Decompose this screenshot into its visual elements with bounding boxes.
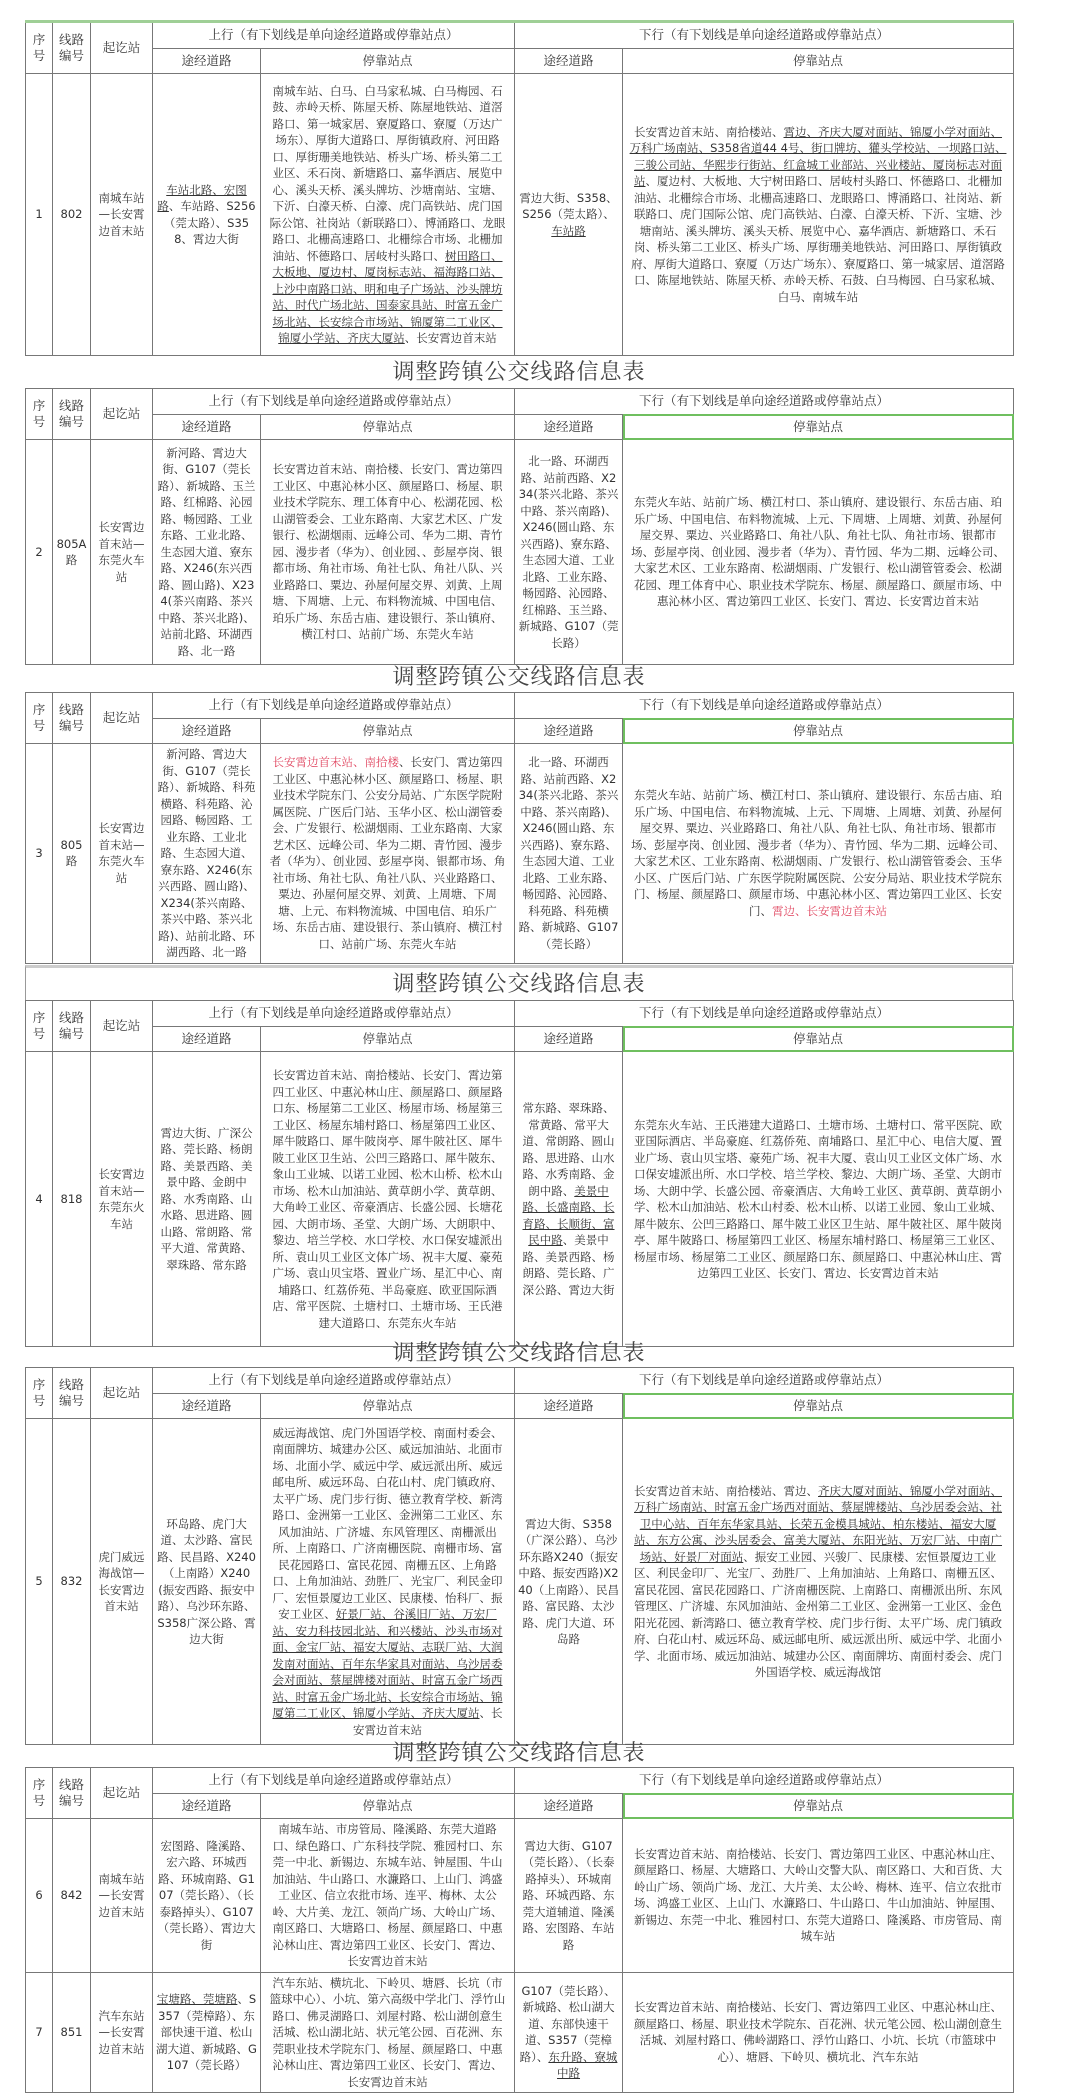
one-way-stops: 齐庆大厦对面站、锦厦小学对面站、万科广场南站、时富五金广场西对面站、蔡屋牌楼站、乌沙居委会站、社卫中心站、百年东华家具站、长荣五金模具城站、柏东楼站、福安大厦站、东方公寓、沙头居委会、富美大厦站、东阳光站、万宏厂站、中南广场站、好景厂对面站: [634, 1483, 1003, 1564]
up-stops-cell: 汽车东站、横坑北、下岭贝、塘唇、长坑（市篮球中心）、小坑、第六高级中学北门、浮竹山路口、佛灵湖路口、刘屋村路、松山湖创意生活城、松山湖北站、状元笔公园、百花洲、东莞职业技术学院东门、杨屋、颜屋路口、中惠沁林山庄、霄边第四工业区、长安门、霄边、长安霄边首末站: [261, 1972, 515, 2093]
header-down-roads: 途经道路: [515, 1393, 623, 1419]
header-terminals: 起讫站: [91, 22, 153, 74]
header-up-stops: 停靠站点: [261, 1393, 515, 1419]
header-down-stops: 停靠站点: [623, 1026, 1014, 1052]
header-seq: 序号: [26, 22, 53, 74]
line-no-cell: 802: [53, 74, 91, 356]
header-up-stops: 停靠站点: [261, 414, 515, 440]
down-stops-cell: 长安霄边首末站、南拾楼站、长安门、霄边第四工业区、中惠沁林山庄、颜屋路口、杨屋、职业技术学院东、百花洲、状元笔公园、松山湖创意生活城、刘屋村路口、佛岭湖路口、浮竹山路口、小坑、长坑（市篮球中心）、塘唇、下岭贝、横坑北、汽车东站: [623, 1972, 1014, 2093]
table-row: [26, 1052, 1014, 1347]
table-row: [26, 1419, 1014, 1745]
table-row: [26, 440, 1014, 665]
up-stops-cell: 威远海战馆、虎门外国语学校、南面村委会、南面牌坊、城建办公区、威远加油站、北面市场、北面小学、威远中学、威远派出所、威远邮电所、威远环岛、白花山村、虎门镇政府、太平广场、虎门步行街、德立教育学校、新湾路口、金洲第一工业区、金洲第二工业区、东风加油站、广济墟、东风管理区、南栅派出所、上南路口、广济南栅医院、南栅市场、富民花园路口、富民花园、南栅五区、上角路口、上角加油站、劲胜厂、光宝厂、利民金印厂、宏恒景厦边工业区、民康楼、怡科厂、振安工业区、好景厂站、谷溪旧厂站、万宏厂站、安力科技园北站、和兴楼站、沙头市场对面、金宝厂站、福安大厦站、志联厂站、大润发南对面站、百年东华家具对面站、乌沙居委会对面站、蔡屋牌楼对面站、时富五金广场西站、时富五金广场北站、长安综合市场站、锦厦第二工业区、锦厦小学站、齐庆大厦站、长安霄边首末站: [261, 1419, 515, 1745]
header-line-no: 线路编号: [53, 693, 91, 744]
header-up-roads: 途经道路: [153, 1393, 261, 1419]
down-roads-cell: 常东路、翠珠路、常黄路、常平大道、常朗路、圆山路、思进路、山水路、水秀南路、金朗中路、美景中路、长盛南路、长育路、长顺街、富民中路、美景中路、美景西路、杨朗路、莞长路、广深公路、霄边大街: [515, 1052, 623, 1347]
header-up-roads: 途经道路: [153, 718, 261, 744]
header-down-stops: 停靠站点: [623, 414, 1014, 440]
header-down: 下行（有下划线是单向途经道路或停靠站点）: [515, 693, 1014, 719]
down-stops-cell: 长安霄边首末站、南拾楼站、霄边、齐庆大厦对面站、锦厦小学对面站、万科广场南站、S358省道44 4号、街口牌坊、獾头学校站、一坝路口站、三骏公司站、华熙步行街站、红盒城工业部站、兴业楼站、厦岗标志对面站、厦边村、大板地、大宁树田路口、居岐村头路口、怀德路口、北栅加油站、北栅综合市场、北栅高速路口、龙眼路口、博涌路口、社岗站、新联路口、虎门国际公馆、虎门高铁站、白濠、白濠天桥、下沂、宝塘、沙塘南站、溪头牌坊、溪头天桥、展览中心、嘉华酒店、新塘路口、禾石岗、桥头第二工业区、桥头广场、厚街珊美地铁站、河田路口、厚街镇政府、厚街大道路口、寮厦（万达广场东）、寮厦路口、第一城家居、道滘路口、陈屋地铁站、陈屋天桥、赤岭天桥、石鼓、白马梅园、白马家私城、白马、南城车站: [623, 74, 1014, 356]
header-down-roads: 途经道路: [515, 414, 623, 440]
one-way-stops: 好景厂站、谷溪旧厂站、万宏厂站、安力科技园北站、和兴楼站、沙头市场对面、金宝厂站、福安大厦站、志联厂站、大润发南对面站、百年东华家具对面站、乌沙居委会对面站、蔡屋牌楼对面站、时富五金广场西站、时富五金广场北站、长安综合市场站、锦厦第二工业区、锦厦小学站、齐庆大厦站: [272, 1607, 503, 1721]
down-roads-cell: 霄边大街、S358、S256（莞太路）、车站路: [515, 74, 623, 356]
seq-cell: 1: [26, 74, 53, 356]
header-down-roads: 途经道路: [515, 48, 623, 74]
header-down: 下行（有下划线是单向途经道路或停靠站点）: [515, 22, 1014, 49]
header-terminals: 起讫站: [91, 693, 153, 744]
up-roads-cell: 新河路、霄边大街、G107（莞长路）、新城路、科苑横路、科苑路、沁园路、畅园路、工业东路、工业北路、生态园大道、寮东路、X246(东兴西路、圆山路)、X234(茶兴南路、茶兴中路、茶兴北路)、站前北路、环湖西路、北一路: [153, 744, 261, 964]
one-way-stops: 树田路口、大板地、厦边村、厦岗标志站、福海路口站、上沙中南路口站、明和电子广场站、沙头牌坊站、时代广场北站、国泰家具站、时富五金广场北站、长安综合市场站、锦厦第二工业区、锦厦小学站、齐庆大厦站: [272, 248, 503, 345]
up-roads-cell: 霄边大街、广深公路、莞长路、杨朗路、美景西路、美景中路、金朗中路、水秀南路、山水路、思进路、圆山路、常朗路、常平大道、常黄路、翠珠路、常东路: [153, 1052, 261, 1347]
header-seq: 序号: [26, 1001, 53, 1052]
one-way-road: 宝塘路、莞塘路: [156, 1992, 238, 2006]
header-down-roads: 途经道路: [515, 1793, 623, 1819]
seq-cell: 5: [26, 1419, 53, 1745]
header-up-roads: 途经道路: [153, 1026, 261, 1052]
header-line-no: 线路编号: [53, 22, 91, 74]
up-stops-cell: 长安霄边首末站、南拾楼站、长安门、霄边第四工业区、中惠沁林山庄、颜屋路口、颜屋路口东、杨屋第二工业区、杨屋市场、杨屋第三工业区、杨屋东埔村路口、杨屋第四工业区、犀牛陂路口、犀牛陂岗亭、犀牛陂社区、犀牛陂工业区卫生站、公凹三路路口、犀牛陂东、象山工业城、以诺工业园、松木山桥、松木山市场、松木山加油站、黄草朗小学、黄草朗、大角岭工业区、帝豪酒店、长盛公园、长塘花园、大朗市场、圣堂、大朗广场、大朗职中、黎边、培兰学校、水口学校、水口保安墟派出所、袁山贝工业区文体广场、祝丰大厦、豪苑广场、袁山贝宝塔、置业广场、星汇中心、南埔路口、红荔侨苑、半岛豪庭、欧亚国际酒店、常平医院、土塘村口、土塘市场、王氏港建大道路口、东莞东火车站: [261, 1052, 515, 1347]
header-up-roads: 途经道路: [153, 1793, 261, 1819]
seq-cell: 3: [26, 744, 53, 964]
header-up: 上行（有下划线是单向途经道路或停靠站点）: [153, 389, 515, 415]
down-stops-cell: 长安霄边首末站、南拾楼站、霄边、齐庆大厦对面站、锦厦小学对面站、万科广场南站、时富五金广场西对面站、蔡屋牌楼站、乌沙居委会站、社卫中心站、百年东华家具站、长荣五金模具城站、柏东楼站、福安大厦站、东方公寓、沙头居委会、富美大厦站、东阳光站、万宏厂站、中南广场站、好景厂对面站、振安工业园、兴骏厂、民康楼、宏恒景厦边工业区、利民金印厂、光宝厂、劲胜厂、上角加油站、上角路口、南栅五区、富民花园、富民花园路口、广济南栅医院、上南路口、南栅派出所、东风管理区、广济墟、东风加油站、金州第二工业区、金洲第一工业区、金色阳光花园、新湾路口、德立教育学校、虎门步行街、太平广场、虎门镇政府、白花山村、威远环岛、威远邮电所、威远派出所、威远中学、北面小学、北面市场、威远加油站、城建办公区、南面牌坊、南面村委会、虎门外国语学校、威远海战馆: [623, 1419, 1014, 1745]
header-down: 下行（有下划线是单向途经道路或停靠站点）: [515, 1768, 1014, 1794]
route-table-2: [25, 388, 1013, 665]
down-stops-cell: 东莞东火车站、王氏港建大道路口、土塘市场、土塘村口、常平医院、欧亚国际酒店、半岛豪庭、红荔侨苑、南埔路口、星汇中心、电信大厦、置业广场、袁山贝宝塔、豪苑广场、祝丰大厦、袁山贝工业区文体广场、水口保安墟派出所、水口学校、培兰学校、黎边、大朗广场、圣堂、大朗市场、大朗中学、长盛公园、帝豪酒店、大角岭工业区、黄草朗、黄草朗小学、松木山加油站、松木山村委、松木山桥、以诺工业园、象山工业城、犀牛陂东、公凹三路路口、犀牛陂工业区卫生站、犀牛陂社区、犀牛陂岗亭、犀牛陂路口、杨屋第四工业区、杨屋东埔村路口、杨屋第三工业区、杨屋市场、杨屋第二工业区、颜屋路口东、颜屋路口、中惠沁林山庄、霄边第四工业区、长安门、霄边、长安霄边首末站: [623, 1052, 1014, 1347]
header-up: 上行（有下划线是单向途经道路或停靠站点）: [153, 1368, 515, 1394]
down-roads-cell: 北一路、环湖西路、站前西路、X234(茶兴北路、茶兴中路、茶兴南路)、X246(圆山路、东兴西路)、寮东路、生态园大道、工业北路、工业东路、畅园路、沁园路、红棉路、玉兰路、新城路、G107（莞长路）: [515, 440, 623, 665]
route-table-5: [25, 1367, 1013, 1745]
header-up-stops: 停靠站点: [261, 1026, 515, 1052]
header-down-roads: 途经道路: [515, 718, 623, 744]
terminals-cell: 南城车站—长安霄边首末站: [91, 74, 153, 356]
terminals-cell: 虎门威远海战馆—长安霄边首末站: [91, 1419, 153, 1745]
header-line-no: 线路编号: [53, 1368, 91, 1419]
route-table-3: [25, 692, 1013, 964]
table-row: [26, 74, 1014, 356]
table-title: 调整跨镇公交线路信息表: [392, 1341, 646, 1366]
header-seq: 序号: [26, 1768, 53, 1819]
header-seq: 序号: [26, 693, 53, 744]
line-no-cell: 818: [53, 1052, 91, 1347]
header-seq: 序号: [26, 1368, 53, 1419]
down-stops-cell: 东莞火车站、站前广场、横江村口、茶山镇府、建设银行、东岳古庙、珀乐广场、中国电信、布料物流城、上元、下周塘、上周塘、刘黄、孙屋何屋交界、粟边、兴业路路口、角社八队、角社七队、角社市场、银都市场、彭屋亭岗、创业园、漫步者（华为）、青竹园、华为二期、远峰公司、大家艺术区、工业东路南、松湖烟雨、广发银行、松山湖管管委会、玉华小区、广医后门站、广东医学院附属医院、公安分局站、职业技术学院东门、杨屋、颜屋路口、颜屋市场、中惠沁林小区、霄边第四工业区、长安门、霄边、长安霄边首末站: [623, 744, 1014, 964]
header-terminals: 起讫站: [91, 1768, 153, 1819]
header-up: 上行（有下划线是单向途经道路或停靠站点）: [153, 1001, 515, 1027]
seq-cell: 6: [26, 1819, 53, 1973]
up-roads-cell: 车站北路、宏图路、车站路、S256（莞太路）、S358、霄边大街: [153, 74, 261, 356]
terminals-cell: 长安霄边首末站—东莞火车站: [91, 440, 153, 665]
header-terminals: 起讫站: [91, 1368, 153, 1419]
terminals-cell: 南城车站—长安霄边首末站: [91, 1819, 153, 1973]
header-up-stops: 停靠站点: [261, 718, 515, 744]
up-stops-cell: 南城车站、白马、白马家私城、白马梅园、石鼓、赤岭天桥、陈屋天桥、陈屋地铁站、道滘路口、第一城家居、寮厦路口、寮厦（万达广场东）、厚街大道路口、厚街镇政府、河田路口、厚街珊美地铁站、桥头广场、桥头第二工业区、禾石岗、新塘路口、嘉华酒店、展览中心、溪头天桥、溪头牌坊、沙塘南站、宝塘、下沂、白濠天桥、白濠、虎门高铁站、虎门国际公馆、社岗站（新联路口）、博涌路口、龙眼路口、北栅高速路口、北栅综合市场、北栅加油站、怀德路口、居岐村头路口、树田路口、大板地、厦边村、厦岗标志站、福海路口站、上沙中南路口站、明和电子广场站、沙头牌坊站、时代广场北站、国泰家具站、时富五金广场北站、长安综合市场站、锦厦第二工业区、锦厦小学站、齐庆大厦站、长安霄边首末站: [261, 74, 515, 356]
line-no-cell: 805A路: [53, 440, 91, 665]
changed-stops: 长安霄边首末站、南拾楼: [272, 755, 399, 770]
header-terminals: 起讫站: [91, 389, 153, 440]
one-way-road: 美景中路、长盛南路、长育路、长顺街、富民中路: [522, 1183, 615, 1247]
table-title: 调整跨镇公交线路信息表: [25, 965, 1013, 1001]
header-up-stops: 停靠站点: [261, 1793, 515, 1819]
down-roads-cell: 霄边大街、G107（莞长路）、（长泰路掉头）、环城南路、环城西路、东莞大道辅道、隆溪路、宏图路、车站路: [515, 1819, 623, 1973]
header-line-no: 线路编号: [53, 389, 91, 440]
header-down: 下行（有下划线是单向途经道路或停靠站点）: [515, 389, 1014, 415]
up-roads-cell: 宝塘路、莞塘路、S357（莞樟路）、东部快速干道、松山湖大道、新城路、G107（莞长路）: [153, 1972, 261, 2093]
route-table-6: [25, 1767, 1013, 2093]
header-line-no: 线路编号: [53, 1768, 91, 1819]
seq-cell: 2: [26, 440, 53, 665]
up-roads-cell: 环岛路、虎门大道、太沙路、富民路、民昌路、X240（上南路）X240(振安西路、振安中路）、乌沙环东路、S358广深公路、霄边大街: [153, 1419, 261, 1745]
up-stops-cell: 南城车站、市房管局、隆溪路、东莞大道路口、绿色路口、广东科技学院、雅园村口、东莞一中北、新锡边、东城车站、钟屋围、牛山加油站、牛山路口、水濂路口、上山门、鸿盛工业区、信立农批市场、连平、梅林、太公岭、大片美、龙江、领尚广场、大岭山广场、南区路口、大塘路口、杨屋、颜屋路口、中惠沁林山庄、霄边第四工业区、长安门、霄边、长安霄边首末站: [261, 1819, 515, 1973]
down-roads-cell: 霄边大街、S358（广深公路）、乌沙环东路X240（振安中路、振安西路)X240（上南路）、民昌路、富民路、太沙路、虎门大道、环岛路: [515, 1419, 623, 1745]
table-title: 调整跨镇公交线路信息表: [392, 665, 646, 690]
up-stops-cell: 长安霄边首末站、南拾楼、长安门、霄边第四工业区、中惠沁林小区、颜屋路口、杨屋、职业技术学院东门、公安分局站、广东医学院附属医院、广医后门站、玉华小区、松山湖管委会、广发银行、松湖烟雨、工业东路南、大家艺术区、远峰公司、华为二期、青竹园、漫步者（华为）、创业园、彭屋亭岗、银都市场、角社市场、角社七队、角社八队、兴业路路口、粟边、孙屋何屋交界、刘黄、上周塘、下周塘、上元、布料物流城、中国电信、珀乐广场、东岳古庙、建设银行、茶山镇府、横江村口、站前广场、东莞火车站: [261, 744, 515, 964]
one-way-road: 车站北路、宏图路: [157, 182, 247, 213]
header-up-roads: 途经道路: [153, 414, 261, 440]
down-roads-cell: 北一路、环湖西路、站前西路、X234(茶兴北路、茶兴中路、茶兴南路)、X246(圆山路、东兴西路)、寮东路、生态园大道、工业北路、工业东路、畅园路、沁园路、科苑路、科苑横路、新城路、G107（莞长路）: [515, 744, 623, 964]
up-roads-cell: 宏图路、隆溪路、宏六路、环城西路、环城南路、G107（莞长路）、（长泰路掉头）、G107（莞长路）、霄边大街: [153, 1819, 261, 1973]
header-down-stops: 停靠站点: [623, 48, 1014, 74]
header-line-no: 线路编号: [53, 1001, 91, 1052]
header-up: 上行（有下划线是单向途经道路或停靠站点）: [153, 1768, 515, 1794]
terminals-cell: 汽车东站—长安霄边首末站: [91, 1972, 153, 2093]
down-roads-cell: G107（莞长路）、新城路、松山湖大道、东部快速干道、S357（莞樟路）、东升路、寮城中路: [515, 1972, 623, 2093]
up-roads-cell: 新河路、霄边大街、G107（莞长路）、新城路、玉兰路、红棉路、沁园路、畅园路、工业东路、工业北路、生态园大道、寮东路、X246(东兴西路、圆山路)、X234(茶兴南路、茶兴中路、茶兴北路)、站前北路、环湖西路、北一路: [153, 440, 261, 665]
seq-cell: 4: [26, 1052, 53, 1347]
line-no-cell: 842: [53, 1819, 91, 1973]
one-way-road: 东升路、寮城中路: [548, 2049, 618, 2081]
header-seq: 序号: [26, 389, 53, 440]
changed-stops: 霄边、长安霄边首末站: [772, 903, 888, 918]
seq-cell: 7: [26, 1972, 53, 2093]
down-stops-cell: 东莞火车站、站前广场、横江村口、茶山镇府、建设银行、东岳古庙、珀乐广场、中国电信、布料物流城、上元、下周塘、上周塘、刘黄、孙屋何屋交界、粟边、兴业路路口、角社八队、角社七队、角社市场、银都市场、彭屋亭岗、创业园、漫步者（华为）、青竹园、华为二期、远峰公司、大家艺术区、工业东路南、松湖烟雨、广发银行、松山湖管管委会、松湖花园、理工体育中心、职业技术学院东、杨屋、颜屋路口、颜屋市场、中惠沁林小区、霄边第四工业区、长安门、霄边、长安霄边首末站: [623, 440, 1014, 665]
up-stops-cell: 长安霄边首末站、南拾楼、长安门、霄边第四工业区、中惠沁林小区、颜屋路口、杨屋、职业技术学院东、理工体育中心、松湖花园、松山湖管委会、工业东路南、大家艺术区、广发银行、松湖烟雨、远峰公司、华为二期、青竹园、漫步者（华为）、创业园、、彭屋亭岗、银都市场、角社市场、角社七队、角社八队、兴业路路口、粟边、孙屋何屋交界、刘黄、上周塘、下周塘、上元、布料物流城、中国电信、珀乐广场、东岳古庙、建设银行、茶山镇府、横江村口、站前广场、东莞火车站: [261, 440, 515, 665]
header-up: 上行（有下划线是单向途经道路或停靠站点）: [153, 22, 515, 49]
header-terminals: 起讫站: [91, 1001, 153, 1052]
header-down-stops: 停靠站点: [623, 718, 1014, 744]
table-row: [26, 1972, 1014, 2093]
route-table-4: [25, 1000, 1013, 1347]
header-up-roads: 途经道路: [153, 48, 261, 74]
header-up-stops: 停靠站点: [261, 48, 515, 74]
route-table-1: [25, 20, 1013, 356]
header-down: 下行（有下划线是单向途经道路或停靠站点）: [515, 1368, 1014, 1394]
terminals-cell: 长安霄边首末站—东莞火车站: [91, 744, 153, 964]
table-title: 调整跨镇公交线路信息表: [392, 360, 646, 385]
line-no-cell: 851: [53, 1972, 91, 2093]
table-row: [26, 1819, 1014, 1973]
table-title: 调整跨镇公交线路信息表: [392, 1741, 646, 1766]
header-down: 下行（有下划线是单向途经道路或停靠站点）: [515, 1001, 1014, 1027]
line-no-cell: 832: [53, 1419, 91, 1745]
header-down-stops: 停靠站点: [623, 1393, 1014, 1419]
header-up: 上行（有下划线是单向途经道路或停靠站点）: [153, 693, 515, 719]
terminals-cell: 长安霄边首末站—东莞东火车站: [91, 1052, 153, 1347]
header-down-roads: 途经道路: [515, 1026, 623, 1052]
header-down-stops: 停靠站点: [623, 1793, 1014, 1819]
one-way-road: 车站路: [551, 223, 586, 238]
line-no-cell: 805路: [53, 744, 91, 964]
one-way-stops: 霄边、齐庆大厦对面站、锦厦小学对面站、万科广场南站、S358省道44 4号、街口牌坊、獾头学校站、一坝路口站、三骏公司站、华熙步行街站、红盒城工业部站、兴业楼站、厦岗标志对面站: [629, 124, 1007, 189]
table-row: [26, 744, 1014, 964]
down-stops-cell: 长安霄边首末站、南拾楼站、长安门、霄边第四工业区、中惠沁林山庄、颜屋路口、杨屋、大塘路口、大岭山交警大队、南区路口、大和百货、大岭山广场、领尚广场、龙江、大片美、太公岭、梅林、连平、信立农批市场、鸿盛工业区、上山门、水濂路口、牛山路口、牛山加油站、钟屋围、新锡边、东莞一中北、雅园村口、东莞大道路口、隆溪路、市房管局、南城车站: [623, 1819, 1014, 1973]
